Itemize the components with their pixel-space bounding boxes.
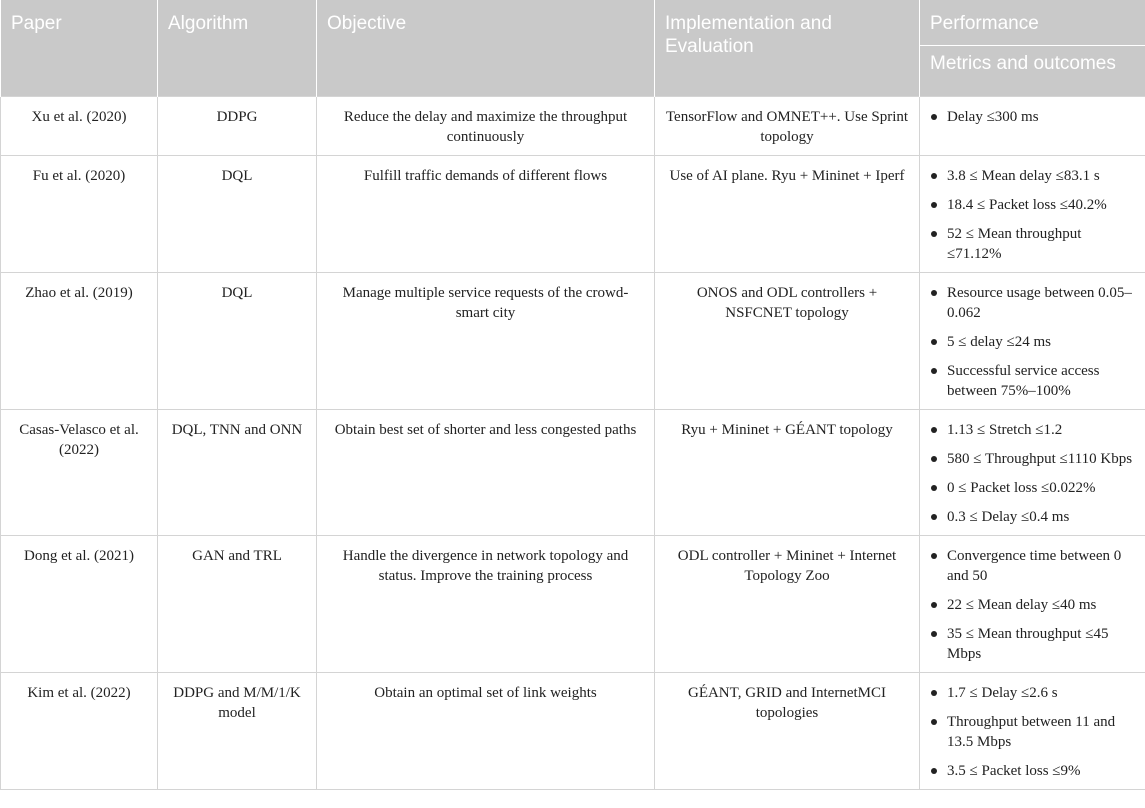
implementation-cell: ONOS and ODL controllers + NSFCNET topology [655,273,920,410]
metric-item [930,449,1137,469]
metric-item [930,712,1137,752]
metric-item [930,107,1137,127]
metrics-list [930,420,1137,527]
metrics-cell [920,273,1145,410]
paper-cell: Casas-Velasco et al. (2022) [1,410,158,536]
metrics-list [930,166,1137,264]
bullet-icon [931,368,937,374]
bullet-icon [931,290,937,296]
metric-text: Successful service access between 75%–100% [947,363,1100,399]
implementation-cell: TensorFlow and OMNET++. Use Sprint topology [655,97,920,156]
table-row [1,97,1145,156]
bullet-icon [931,631,937,637]
objective-cell: Obtain best set of shorter and less congested paths [317,410,655,536]
metrics-cell [920,97,1145,156]
metrics-cell [920,536,1145,673]
metric-item [930,195,1137,215]
metrics-cell [920,410,1145,536]
metric-item [930,546,1137,586]
implementation-cell: Use of AI plane. Ryu + Mininet + Iperf [655,156,920,273]
metric-text: 18.4 ≤ Packet loss ≤40.2% [947,197,1107,213]
metric-text: 5 ≤ delay ≤24 ms [947,334,1051,350]
metric-text: Resource usage between 0.05–0.062 [947,285,1132,321]
bullet-icon [931,427,937,433]
metric-text: 3.8 ≤ Mean delay ≤83.1 s [947,168,1100,184]
table-body [1,97,1145,790]
metric-text: 0 ≤ Packet loss ≤0.022% [947,480,1096,496]
objective-cell: Obtain an optimal set of link weights [317,673,655,790]
implementation-cell: Ryu + Mininet + GÉANT topology [655,410,920,536]
algorithm-cell: DQL [158,156,317,273]
header-implementation: Implementation and Evaluation [655,0,920,97]
metric-item [930,361,1137,401]
metric-text: 35 ≤ Mean throughput ≤45 Mbps [947,626,1109,662]
bullet-icon [931,719,937,725]
metric-item [930,683,1137,703]
metrics-list [930,107,1137,127]
header-metrics: Metrics and outcomes [920,46,1145,97]
header-objective: Objective [317,0,655,97]
table-header [1,0,1145,97]
metric-text: Convergence time between 0 and 50 [947,548,1122,584]
bullet-icon [931,602,937,608]
metrics-cell [920,156,1145,273]
bullet-icon [931,553,937,559]
metric-item [930,283,1137,323]
implementation-cell: ODL controller + Mininet + Internet Topology Zoo [655,536,920,673]
metric-text: Throughput between 11 and 13.5 Mbps [947,714,1116,750]
metrics-list [930,683,1137,781]
metric-item [930,224,1137,264]
metric-text: 1.13 ≤ Stretch ≤1.2 [947,422,1063,438]
paper-cell: Zhao et al. (2019) [1,273,158,410]
objective-cell: Fulfill traffic demands of different flows [317,156,655,273]
bullet-icon [931,456,937,462]
metric-item [930,166,1137,186]
metrics-list [930,283,1137,401]
metric-text: 0.3 ≤ Delay ≤0.4 ms [947,509,1070,525]
metric-text: Delay ≤300 ms [947,109,1039,125]
metric-item [930,420,1137,440]
algorithm-cell: DDPG and M/M/1/K model [158,673,317,790]
paper-cell: Kim et al. (2022) [1,673,158,790]
metric-text: 22 ≤ Mean delay ≤40 ms [947,597,1097,613]
table-row [1,273,1145,410]
metric-text: 3.5 ≤ Packet loss ≤9% [947,763,1081,779]
table-row [1,156,1145,273]
algorithm-cell: DQL, TNN and ONN [158,410,317,536]
header-performance: Performance [920,0,1145,46]
metric-item [930,595,1137,615]
bullet-icon [931,202,937,208]
table-row [1,410,1145,536]
table-row [1,536,1145,673]
algorithm-cell: DDPG [158,97,317,156]
bullet-icon [931,485,937,491]
bullet-icon [931,339,937,345]
objective-cell: Reduce the delay and maximize the throughput continuously [317,97,655,156]
paper-cell: Xu et al. (2020) [1,97,158,156]
objective-cell: Manage multiple service requests of the crowd-smart city [317,273,655,410]
metric-item [930,624,1137,664]
paper-cell: Dong et al. (2021) [1,536,158,673]
metric-item [930,478,1137,498]
header-algorithm: Algorithm [158,0,317,97]
paper-cell: Fu et al. (2020) [1,156,158,273]
header-paper: Paper [1,0,158,97]
table-row [1,673,1145,790]
implementation-cell: GÉANT, GRID and InternetMCI topologies [655,673,920,790]
bullet-icon [931,173,937,179]
metric-text: 580 ≤ Throughput ≤1110 Kbps [947,451,1133,467]
metrics-cell [920,673,1145,790]
metric-text: 52 ≤ Mean throughput ≤71.12% [947,226,1082,262]
bullet-icon [931,690,937,696]
objective-cell: Handle the divergence in network topology and status. Improve the training process [317,536,655,673]
algorithm-cell: DQL [158,273,317,410]
metric-item [930,761,1137,781]
metrics-list [930,546,1137,664]
metric-text: 1.7 ≤ Delay ≤2.6 s [947,685,1058,701]
bullet-icon [931,114,937,120]
metric-item [930,332,1137,352]
metric-item [930,507,1137,527]
bullet-icon [931,514,937,520]
algorithm-cell: GAN and TRL [158,536,317,673]
bullet-icon [931,231,937,237]
bullet-icon [931,768,937,774]
